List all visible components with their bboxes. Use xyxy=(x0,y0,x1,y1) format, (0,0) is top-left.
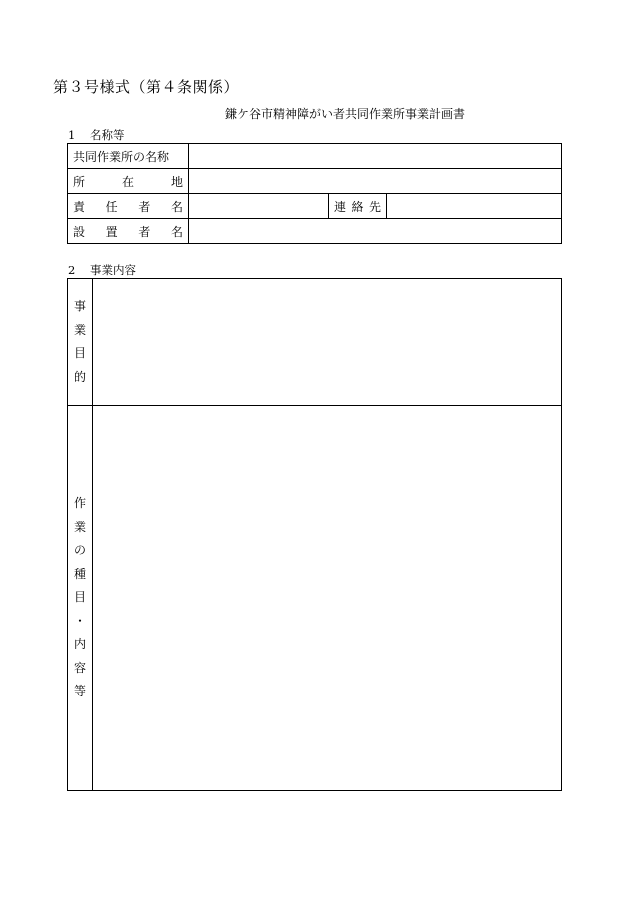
purpose-row xyxy=(68,279,562,406)
contact-label-char: 絡 xyxy=(351,199,364,214)
contact-label xyxy=(329,194,387,219)
facility-name-label: 共同作業所の名称 xyxy=(68,144,189,169)
founder-label-char: 名 xyxy=(170,224,183,239)
content-label-char: 内 xyxy=(73,637,86,652)
manager-label-char: 責 xyxy=(73,199,86,214)
address-label-char: 所 xyxy=(73,174,86,189)
address-label-char: 地 xyxy=(170,174,183,189)
founder-label-char: 者 xyxy=(138,224,151,239)
address-label xyxy=(68,169,189,194)
address-field[interactable] xyxy=(189,169,562,194)
purpose-label-char: 業 xyxy=(73,322,86,337)
content-label-char: ・ xyxy=(73,613,86,628)
content-label-char: 等 xyxy=(73,684,86,699)
facility-name-field[interactable] xyxy=(189,144,562,169)
purpose-label-char: 目 xyxy=(73,346,86,360)
manager-label xyxy=(68,194,189,219)
founder-label-char: 置 xyxy=(105,224,118,239)
content-label-char: 種 xyxy=(73,566,86,581)
section-2-label: 事業内容 xyxy=(90,263,136,277)
contact-label-char: 連 xyxy=(334,199,347,214)
form-number: 第３号様式（第４条関係） xyxy=(53,78,240,96)
content-label-char: 容 xyxy=(73,660,86,675)
content-label-char: 目 xyxy=(73,590,86,605)
manager-field[interactable] xyxy=(189,194,329,219)
facility-name-row xyxy=(68,144,562,169)
content-row xyxy=(68,406,562,791)
founder-row xyxy=(68,219,562,244)
content-label xyxy=(68,406,93,791)
manager-label-char: 名 xyxy=(170,199,183,214)
manager-label-char: 任 xyxy=(105,199,118,214)
section-1-number: 1 xyxy=(68,128,76,142)
founder-label-char: 設 xyxy=(73,224,86,239)
contact-field[interactable] xyxy=(387,194,562,219)
founder-label xyxy=(68,219,189,244)
address-label-char: 在 xyxy=(121,174,134,189)
content-field[interactable] xyxy=(93,406,562,791)
purpose-label xyxy=(68,279,93,406)
section-1-label: 名称等 xyxy=(90,128,125,142)
manager-row xyxy=(68,194,562,219)
address-row xyxy=(68,169,562,194)
founder-field[interactable] xyxy=(189,219,562,244)
contact-label-char: 先 xyxy=(368,199,381,214)
purpose-label-char: 事 xyxy=(73,299,86,313)
business-content-table xyxy=(67,278,562,791)
section-2-heading xyxy=(68,262,136,278)
manager-label-char: 者 xyxy=(138,199,151,214)
purpose-field[interactable] xyxy=(93,279,562,406)
content-label-char: 業 xyxy=(73,519,86,534)
content-label-char: 作 xyxy=(73,496,86,511)
section-1-heading xyxy=(68,127,125,143)
purpose-label-char: 的 xyxy=(73,369,86,384)
basic-info-table xyxy=(67,143,562,244)
section-2-number: 2 xyxy=(68,263,76,277)
content-label-char: の xyxy=(73,543,86,558)
document-title: 鎌ケ谷市精神障がい者共同作業所事業計画書 xyxy=(224,107,465,121)
